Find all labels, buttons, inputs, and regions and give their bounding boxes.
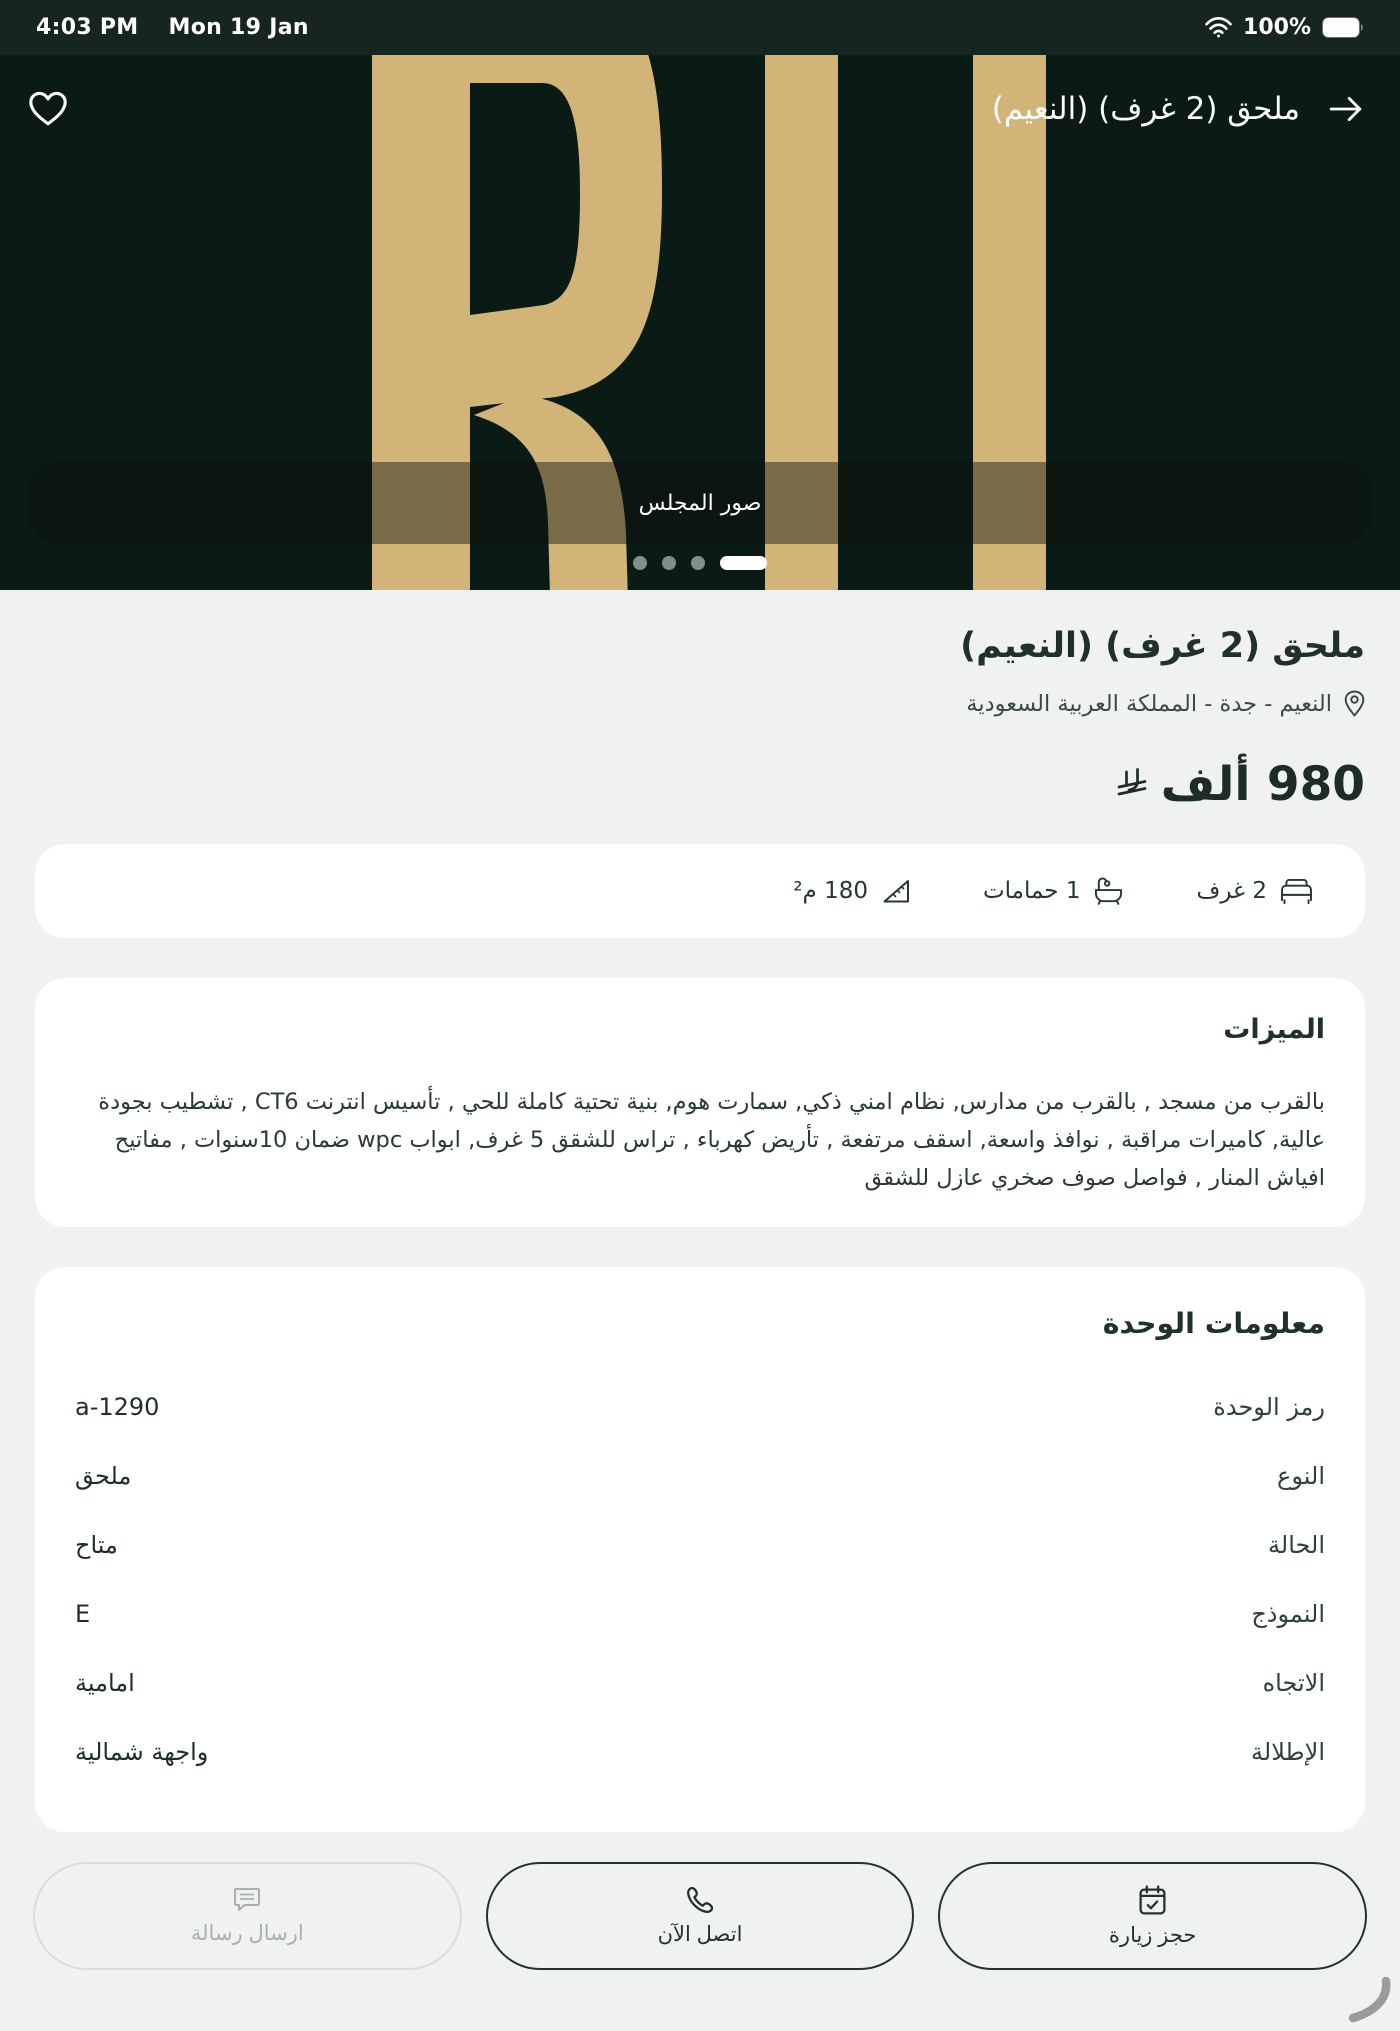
unit-row-status [75,1510,1325,1579]
actions-bar [33,1862,1367,1970]
corner-swoosh-decoration [1347,1977,1395,2025]
spec-baths [983,876,1124,906]
listing-details [0,626,1400,1832]
arrow-right-icon [1328,94,1364,124]
carousel-dot-active[interactable] [720,556,767,570]
spec-area [793,878,911,904]
features-text: بالقرب من مسجد , بالقرب من مدارس, نظام امني ذكي, سمارت هوم, بنية تحتية كاملة للحي , تأسيس انترنت CT6 , تشطيب بجودة عالية, كاميرات مراقبة , نوافذ واسعة, اسقف مرتفعة , تأريض كهرباء , تراس للشقق 5 غرف, ابواب wpc ضمان 10سنوات , مفاتيح افياش المنار , فواصل صوف صخري عازل للشقق [98,1089,1325,1191]
unit-row-view [75,1717,1325,1786]
status-bar [0,0,1400,55]
carousel-dot[interactable] [633,556,647,570]
back-button[interactable] [1328,94,1364,124]
unit-row-label: الاتجاه [1262,1668,1325,1697]
spec-area-label: 180 م² [793,878,869,904]
status-time: 4:03 PM [36,15,139,40]
unit-row-type [75,1441,1325,1510]
status-date: Mon 19 Jan [168,15,309,40]
unit-info-rows [75,1372,1325,1786]
unit-row-value: واجهة شمالية [75,1737,209,1766]
listing-title: ملحق (2 غرف) (النعيم) [960,626,1365,666]
unit-row-label: الحالة [1268,1530,1325,1559]
location-row [35,690,1365,717]
phone-icon [685,1885,715,1915]
battery-percent: 100% [1243,15,1311,40]
unit-row-model [75,1579,1325,1648]
wifi-icon [1205,17,1232,38]
battery-icon [1322,17,1364,38]
map-pin-icon [1344,690,1365,717]
unit-info-card [35,1267,1365,1832]
chat-message-icon [232,1886,262,1914]
carousel-dot[interactable] [662,556,676,570]
unit-row-value: E [75,1599,91,1628]
call-now-label: اتصل الآن [657,1923,743,1946]
bed-icon [1280,878,1313,905]
specs-card [35,844,1365,938]
unit-row-label: الإطلالة [1251,1737,1325,1766]
features-heading: الميزات [1223,1014,1325,1045]
features-card [35,978,1365,1227]
bath-icon [1093,876,1124,906]
spec-baths-label: 1 حمامات [983,878,1081,904]
send-message-button[interactable] [33,1862,462,1970]
unit-row-value: a-1290 [75,1392,160,1421]
price-value: 980 ألف [1160,757,1365,812]
spec-rooms [1196,878,1313,905]
heart-icon [28,91,68,127]
price-row [35,757,1365,812]
unit-row-label: النموذج [1251,1599,1325,1628]
unit-row-value: ملحق [75,1461,132,1490]
calendar-check-icon [1138,1885,1167,1916]
unit-info-heading: معلومات الوحدة [1102,1307,1325,1340]
photo-carousel[interactable] [0,55,1400,590]
area-ruler-icon [881,878,911,904]
unit-row-direction [75,1648,1325,1717]
saudi-riyal-icon [1117,768,1147,801]
gallery-section-label: صور المجلس [638,490,762,516]
carousel-dots[interactable] [0,556,1400,570]
gallery-section-button[interactable] [30,462,1370,544]
favorite-button[interactable] [28,91,68,127]
spec-rooms-label: 2 غرف [1196,878,1267,904]
carousel-dot[interactable] [691,556,705,570]
unit-row-code [75,1372,1325,1441]
call-now-button[interactable] [486,1862,915,1970]
unit-row-value: متاح [75,1530,118,1559]
unit-row-value: امامية [75,1668,135,1697]
unit-row-label: رمز الوحدة [1213,1392,1325,1421]
location-text: النعيم - جدة - المملكة العربية السعودية [966,690,1332,717]
hero-title: ملحق (2 غرف) (النعيم) [991,91,1300,127]
book-visit-label: حجز زيارة [1108,1923,1197,1947]
unit-row-label: النوع [1277,1461,1325,1490]
send-message-label: ارسال رسالة [190,1922,304,1945]
book-visit-button[interactable] [938,1862,1367,1970]
